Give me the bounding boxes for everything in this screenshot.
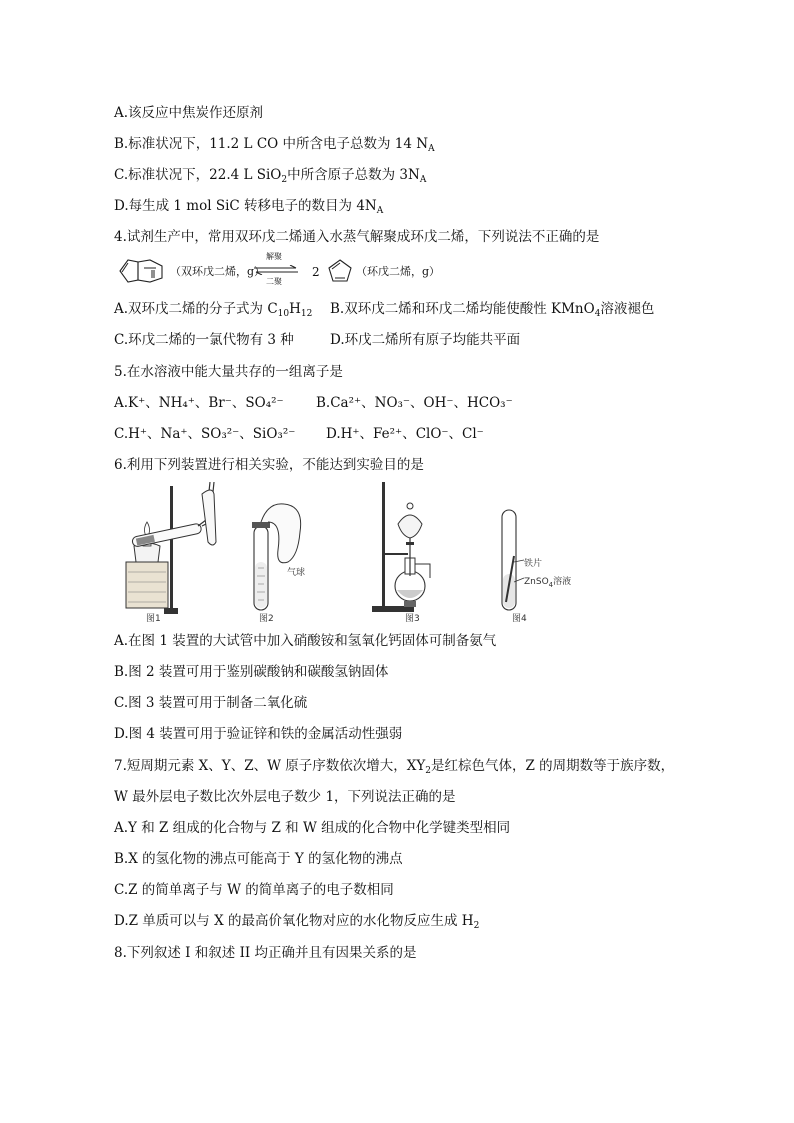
q6-option-a: A.在图 1 装置的大试管中加入硝酸铵和氢氧化钙固体可制备氨气 <box>114 633 497 649</box>
fig4-label: 图4 <box>512 614 527 624</box>
eq-coefficient: 2 <box>312 265 320 279</box>
q3-option-d <box>114 196 383 221</box>
fig1-apparatus <box>126 482 216 614</box>
dicyclopentadiene-structure <box>116 256 168 286</box>
balloon-label: 气球 <box>287 568 306 578</box>
q7-option-a: A.Y 和 Z 组成的化合物与 Z 和 W 组成的化合物中化学键类型相同 <box>114 820 511 836</box>
q7-option-c: C.Z 的简单离子与 W 的简单离子的电子数相同 <box>114 882 394 898</box>
q4-option-d: D.环戊二烯所有原子均能共平面 <box>330 332 521 348</box>
equilibrium-arrow-icon <box>252 265 300 275</box>
q8-stem: 8.下列叙述 I 和叙述 II 均正确并且有因果关系的是 <box>114 945 417 961</box>
q3-c-mid: 中所含原子总数为 3N <box>287 167 420 183</box>
cyclopentadiene-structure <box>326 258 354 284</box>
q4-option-c: C.环戊二烯的一氯代物有 3 种 <box>114 332 294 348</box>
q3-option-b <box>114 134 435 159</box>
q3-b-text: B.标准状况下，11.2 L CO 中所含电子总数为 14 N <box>114 136 429 152</box>
q6-option-b: B.图 2 装置可用于鉴别碳酸钠和碳酸氢钠固体 <box>114 664 389 680</box>
eq-left-label: （双环戊二烯，g） <box>170 265 266 278</box>
fig2-label: 图2 <box>259 614 274 624</box>
eq-arrow-bottom-label: 二聚 <box>266 277 282 286</box>
q4-a-mid: H <box>289 301 301 317</box>
q3-c-sub2: A <box>419 175 427 185</box>
znso4-label <box>524 574 571 589</box>
q4-b-text: B.双环戊二烯和环戊二烯均能使酸性 KMnO <box>330 301 595 317</box>
q7-stem-text: 7.短周期元素 X、Y、Z、W 原子序数依次增大，XY <box>114 758 426 774</box>
q3-option-a: A.该反应中焦炭作还原剂 <box>114 105 264 121</box>
q4-stem: 4.试剂生产中，常用双环戊二烯通入水蒸气解聚成环戊二烯，下列说法不正确的是 <box>114 229 600 245</box>
q3-d-sub: A <box>376 206 384 216</box>
eq-arrow-top-label: 解聚 <box>266 252 282 261</box>
q6-option-d: D.图 4 装置可用于验证锌和铁的金属活动性强弱 <box>114 726 403 742</box>
q5-option-d: D.H⁺、Fe²⁺、ClO⁻、Cl⁻ <box>326 426 484 442</box>
q3-c-text: C.标准状况下，22.4 L SiO <box>114 167 282 183</box>
q4-a-sub2: 12 <box>300 309 313 319</box>
q7-option-d <box>114 911 479 936</box>
q5-stem: 5.在水溶液中能大量共存的一组离子是 <box>114 364 343 380</box>
q7-stem-post: 是红棕色气体，Z 的周期数等于族序数， <box>431 758 675 774</box>
q3-c-sub1: 2 <box>281 175 288 185</box>
q4-a-text: A.双环戊二烯的分子式为 C <box>114 301 278 317</box>
q4-a-sub1: 10 <box>277 309 290 319</box>
fig2-apparatus <box>252 504 301 610</box>
fig1-label: 图1 <box>146 614 161 624</box>
fig3-label: 图3 <box>405 614 420 624</box>
q3-b-sub: A <box>428 144 435 154</box>
q5-option-a: A.K⁺、NH₄⁺、Br⁻、SO₄²⁻ <box>114 395 284 411</box>
iron-piece-label: 铁片 <box>524 559 543 569</box>
q7-stem-line2: W 最外层电子数比次外层电子数少 1，下列说法正确的是 <box>114 789 456 805</box>
q5-option-c: C.H⁺、Na⁺、SO₃²⁻、SiO₃²⁻ <box>114 426 296 442</box>
q3-option-c <box>114 165 426 190</box>
q4-b-post: 溶液褪色 <box>600 301 655 317</box>
q7-stem-sub: 2 <box>425 766 431 776</box>
q5-option-b: B.Ca²⁺、NO₃⁻、OH⁻、HCO₃⁻ <box>316 395 513 411</box>
q4-option-b <box>330 299 654 324</box>
q4-option-a <box>114 299 312 324</box>
znso4-post: 溶液 <box>553 577 572 587</box>
fig4-apparatus <box>502 510 524 610</box>
apparatus-figure <box>118 482 566 622</box>
fig3-apparatus <box>372 482 430 612</box>
eq-right-label: （环戊二烯，g） <box>356 265 441 278</box>
znso4-text: ZnSO <box>524 577 549 587</box>
q4-b-sub: 4 <box>594 309 601 319</box>
q7-stem-line1 <box>114 756 674 781</box>
q6-stem: 6.利用下列装置进行相关实验，不能达到实验目的是 <box>114 457 424 473</box>
q7-d-sub: 2 <box>473 921 480 931</box>
q7-d-text: D.Z 单质可以与 X 的最高价氧化物对应的水化物反应生成 H <box>114 913 474 929</box>
q7-option-b: B.X 的氢化物的沸点可能高于 Y 的氢化物的沸点 <box>114 851 403 867</box>
q6-option-c: C.图 3 装置可用于制备二氧化硫 <box>114 695 308 711</box>
znso4-sub: 4 <box>548 581 554 589</box>
q3-d-text: D.每生成 1 mol SiC 转移电子的数目为 4N <box>114 198 377 214</box>
